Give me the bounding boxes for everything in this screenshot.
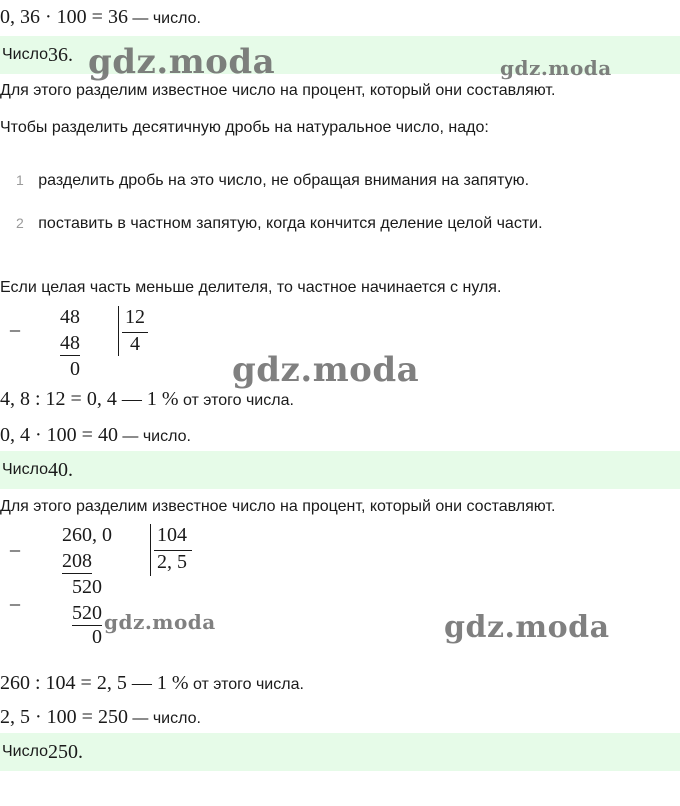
paragraph: Чтобы разделить десятичную дробь на натуральное число, надо: bbox=[0, 119, 489, 136]
watermark-logo: gdz.moda bbox=[104, 610, 216, 634]
math-expression: 2, 5 · 100 = 250 bbox=[0, 706, 128, 728]
list-text: поставить в частном запятую, когда кончится деление целой части. bbox=[38, 215, 543, 232]
paragraph: Для этого разделим известное число на процент, который они составляют. bbox=[0, 498, 556, 515]
paragraph: Для этого разделим известное число на процент, который они составляют. bbox=[0, 82, 556, 99]
line-calc-1 bbox=[0, 6, 201, 29]
watermark-logo: gdz.moda bbox=[88, 42, 276, 82]
text-suffix: — число. bbox=[117, 428, 191, 445]
watermark-logo: gdz.moda bbox=[500, 56, 612, 80]
answer-box-2 bbox=[0, 451, 680, 489]
quotient: 4 bbox=[130, 333, 140, 355]
text-suffix: — число. bbox=[127, 710, 201, 727]
division-bar bbox=[118, 306, 119, 356]
partial-dividend: 520 bbox=[72, 576, 102, 598]
dividend: 260, 0 bbox=[62, 524, 112, 546]
answer-value: 36. bbox=[48, 43, 74, 66]
dividend: 48 bbox=[60, 306, 80, 328]
list-item bbox=[16, 215, 543, 233]
answer-label: Число bbox=[2, 461, 49, 478]
text-suffix: от этого числа. bbox=[178, 392, 294, 409]
answer-box-3 bbox=[0, 733, 680, 771]
line-calc-3 bbox=[0, 424, 191, 447]
minus-sign: _ bbox=[10, 312, 20, 334]
minus-sign: _ bbox=[10, 532, 20, 554]
math-expression: 0, 4 · 100 = 40 bbox=[0, 424, 118, 446]
subtrahend: 520 bbox=[72, 602, 102, 624]
subtrahend: 48 bbox=[60, 332, 80, 354]
divisor: 104 bbox=[157, 524, 187, 546]
minus-sign: _ bbox=[10, 586, 20, 608]
list-number: 1 bbox=[16, 172, 24, 188]
answer-label: Число bbox=[2, 46, 49, 63]
text-suffix: — число. bbox=[127, 10, 201, 27]
remainder: 0 bbox=[92, 626, 102, 648]
math-expression: 0, 36 · 100 = 36 bbox=[0, 6, 128, 28]
watermark-logo: gdz.moda bbox=[232, 350, 420, 390]
quotient: 2, 5 bbox=[157, 551, 187, 573]
list-item bbox=[16, 172, 529, 190]
paragraph: Если целая часть меньше делителя, то частное начинается с нуля. bbox=[0, 279, 502, 296]
divisor: 12 bbox=[125, 306, 145, 328]
list-number: 2 bbox=[16, 215, 24, 231]
answer-value: 40. bbox=[48, 458, 74, 481]
line-calc-2 bbox=[0, 388, 294, 411]
line-calc-5 bbox=[0, 706, 201, 729]
line-calc-4 bbox=[0, 672, 304, 695]
watermark-logo: gdz.moda bbox=[444, 610, 610, 645]
math-expression: 260 : 104 = 2, 5 — 1 % bbox=[0, 672, 189, 694]
math-expression: 4, 8 : 12 = 0, 4 — 1 % bbox=[0, 388, 179, 410]
text-suffix: от этого числа. bbox=[188, 676, 304, 693]
subtrahend: 208 bbox=[62, 550, 92, 572]
division-bar bbox=[150, 524, 151, 576]
remainder: 0 bbox=[70, 358, 80, 380]
answer-value: 250. bbox=[48, 740, 84, 763]
list-text: разделить дробь на это число, не обращая внимания на запятую. bbox=[38, 172, 530, 189]
answer-label: Число bbox=[2, 743, 49, 760]
